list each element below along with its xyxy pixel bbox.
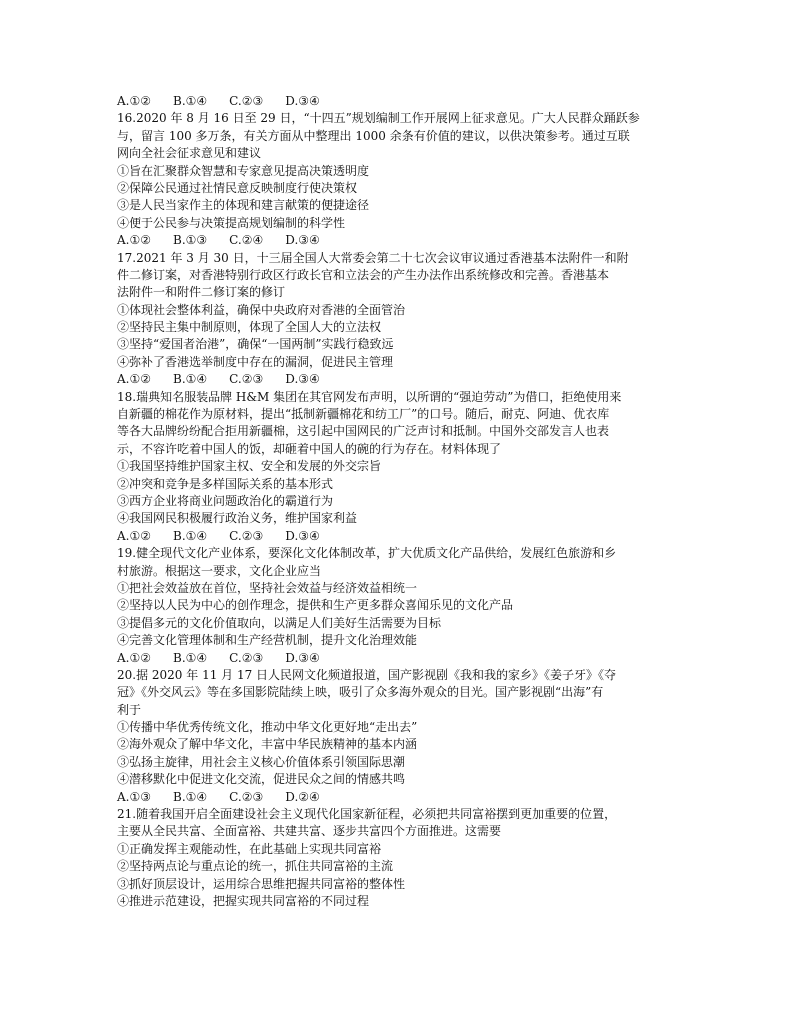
- statement: ④潜移默化中促进文化交流，促进民众之间的情感共鸣: [117, 772, 406, 787]
- statement: ①我国坚持维护国家主权、安全和发展的外交宗旨: [117, 459, 382, 474]
- options-row: [117, 93, 677, 110]
- question-stem-line: 等各大品牌纷纷配合拒用新疆棉，这引起中国网民的广泛声讨和抵制。中国外交部发言人也表: [117, 424, 610, 439]
- option-a: A.①②: [117, 372, 151, 387]
- statement: ③弘扬主旋律，用社会主义核心价值体系引领国际思潮: [117, 754, 406, 769]
- option-c: C.②④: [229, 233, 264, 248]
- question-stem-line: 村旅游。根据这一要求，文化企业应当: [117, 563, 322, 578]
- statement: ④推进示范建设，把握实现共同富裕的不同过程: [117, 893, 370, 908]
- question-stem-line: 19.健全现代文化产业体系，要深化文化体制改革，扩大优质文化产品供给，发展红色旅游和乡: [117, 546, 617, 561]
- options-row: [117, 650, 677, 667]
- option-a: A.①③: [117, 789, 151, 804]
- question-18: [117, 389, 677, 546]
- question-stem-line: 16.2020 年 8 月 16 日至 29 日，“十四五”规划编制工作开展网上征求意见。广大人民群众踊跃参: [117, 111, 640, 126]
- question-stem-line: 17.2021 年 3 月 30 日，十三届全国人大常委会第二十七次会议审议通过香港基本法附件一和附: [117, 250, 629, 265]
- statement: ③提倡多元的文化价值取向，以满足人们美好生活需要为目标: [117, 615, 442, 630]
- option-b: B.①③: [173, 233, 208, 248]
- question-stem-line: 利于: [117, 702, 142, 717]
- options-row: [117, 789, 677, 806]
- option-d: D.③④: [285, 233, 320, 248]
- option-a: A.①②: [117, 528, 151, 543]
- option-c: C.②③: [229, 528, 264, 543]
- statement: ②海外观众了解中华文化，丰富中华民族精神的基本内涵: [117, 737, 418, 752]
- option-d: D.③④: [285, 372, 320, 387]
- question-stem-line: 20.据 2020 年 11 月 17 日人民网文化频道报道，国产影视剧《我和我的家乡》《姜子牙》《夺: [117, 667, 617, 682]
- options-row: [117, 528, 677, 545]
- statement: ④我国网民积极履行政治义务，维护国家利益: [117, 511, 358, 526]
- statement: ①旨在汇聚群众智慧和专家意见提高决策透明度: [117, 163, 370, 178]
- question-19: [117, 545, 677, 667]
- option-d: D.③④: [285, 94, 320, 108]
- statement: ①传播中华优秀传统文化，推动中华文化更好地“走出去”: [117, 720, 418, 735]
- option-b: B.①④: [173, 372, 208, 387]
- option-d: D.③④: [285, 650, 320, 665]
- option-d: D.②④: [285, 789, 320, 804]
- option-b: B.①④: [173, 528, 208, 543]
- statement: ④完善文化管理体制和生产经营机制，提升文化治理效能: [117, 633, 418, 648]
- question-stem-line: 示，不容许吃着中国人的饭，却砸着中国人的碗的行为存在。材料体现了: [117, 441, 502, 456]
- statement: ③坚持“爱国者治港”，确保“一国两制”实践行稳致远: [117, 337, 394, 352]
- option-c: C.②③: [229, 94, 264, 108]
- exam-page: [117, 93, 677, 910]
- statement: ②坚持民主集中制原则，体现了全国人大的立法权: [117, 320, 382, 335]
- statement: ②坚持两点论与重点论的统一，抓住共同富裕的主流: [117, 859, 394, 874]
- options-row: [117, 232, 677, 249]
- question-17: [117, 250, 677, 389]
- question-16: [117, 110, 677, 249]
- option-b: B.①④: [173, 650, 208, 665]
- option-a: A.①②: [117, 650, 151, 665]
- statement: ②坚持以人民为中心的创作理念，提供和生产更多群众喜闻乐见的文化产品: [117, 598, 514, 613]
- statement: ③是人民当家作主的体现和建言献策的便捷途径: [117, 198, 370, 213]
- options-row: [117, 371, 677, 388]
- statement: ②冲突和竞争是多样国际关系的基本形式: [117, 476, 334, 491]
- option-c: C.②③: [229, 789, 264, 804]
- question-stem-line: 主要从全民共富、全面富裕、共建共富、逐步共富四个方面推进。这需要: [117, 824, 502, 839]
- statement: ④便于公民参与决策提高规划编制的科学性: [117, 215, 346, 230]
- question-stem-line: 21.随着我国开启全面建设社会主义现代化国家新征程，必须把共同富裕摆到更加重要的位置，: [117, 807, 617, 822]
- question-stem-line: 网向全社会征求意见和建议: [117, 146, 262, 161]
- statement: ①把社会效益放在首位，坚持社会效益与经济效益相统一: [117, 580, 418, 595]
- question-stem-line: 法附件一和附件二修订案的修订: [117, 285, 286, 300]
- question-21: [117, 806, 677, 910]
- question-stem-line: 冠》《外交风云》等在多国影院陆续上映，吸引了众多海外观众的目光。国产影视剧“出海”有: [117, 685, 604, 700]
- option-b: B.①④: [173, 789, 208, 804]
- statement: ①体现社会整体利益，确保中央政府对香港的全面管治: [117, 302, 406, 317]
- option-a: A.①②: [117, 233, 151, 248]
- option-d: D.③④: [285, 528, 320, 543]
- option-b: B.①④: [173, 94, 208, 108]
- option-a: A.①②: [117, 94, 151, 108]
- statement: ①正确发挥主观能动性，在此基础上实现共同富裕: [117, 841, 382, 856]
- option-c: C.②③: [229, 650, 264, 665]
- question-stem-line: 与，留言 100 多万条，有关方面从中整理出 1000 余条有价值的建议，以供决策参考。通过互联: [117, 128, 630, 143]
- question-stem-line: 自新疆的棉花作为原材料，提出“抵制新疆棉花和纺工厂”的口号。随后，耐克、阿迪、优衣库: [117, 407, 610, 422]
- question-20: [117, 667, 677, 806]
- statement: ③西方企业将商业问题政治化的霸道行为: [117, 493, 334, 508]
- statement: ④弥补了香港选举制度中存在的漏洞，促进民主管理: [117, 354, 394, 369]
- question-stem-line: 件二修订案，对香港特别行政区行政长官和立法会的产生办法作出系统修改和完善。香港基本: [117, 267, 610, 282]
- option-c: C.②③: [229, 372, 264, 387]
- statement: ③抓好顶层设计，运用综合思维把握共同富裕的整体性: [117, 876, 406, 891]
- statement: ②保障公民通过社情民意反映制度行使决策权: [117, 180, 358, 195]
- question-stem-line: 18.瑞典知名服装品牌 H&M 集团在其官网发布声明，以所谓的“强迫劳动”为借口，拒绝使用来: [117, 389, 622, 404]
